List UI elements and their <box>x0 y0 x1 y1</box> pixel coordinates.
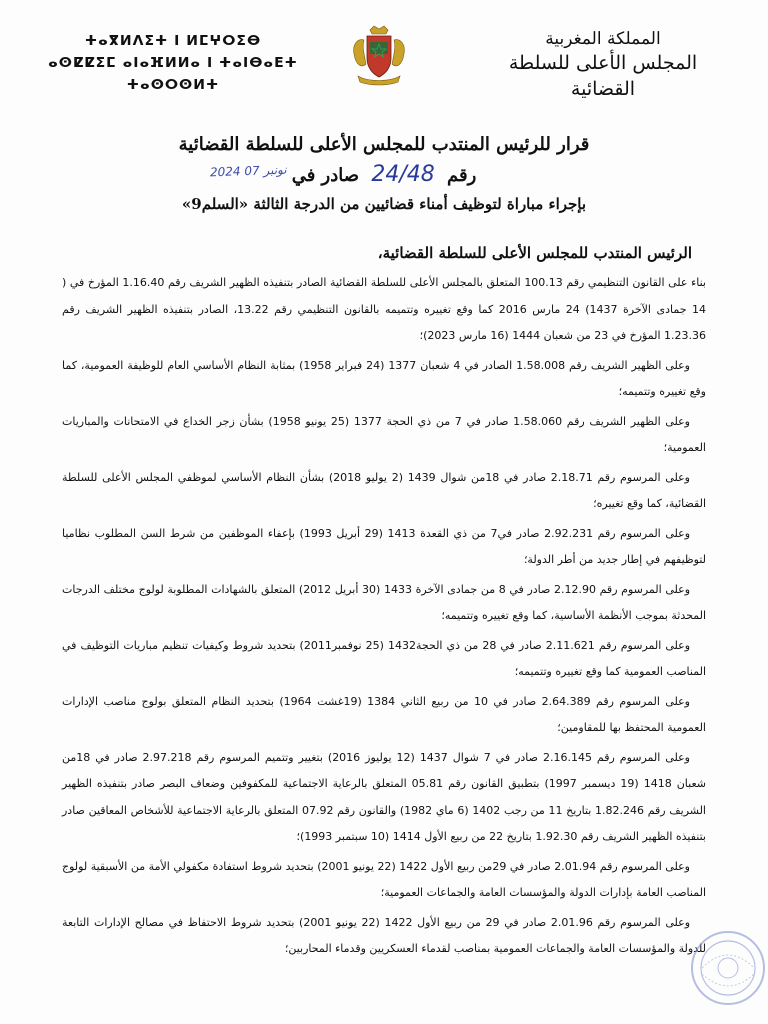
institution-header-arabic <box>478 28 728 102</box>
legal-basis-paragraph: وعلى المرسوم رقم 2.01.96 صادر في 29 من ربيع الأول 1422 (22 يونيو 2001) بتحديد شروط الاحتفاظ في مصالح الإدارات التابعة للدولة والمؤسسات العامة والجماعات العمومية بمناصب لقدماء العسكريين وقدماء المحاربين؛ <box>62 915 706 955</box>
council-name-tifinagh: ⴰⵙⵇⵇⵉⵎ ⴰⵏⴰⴼⵍⵍⴰ ⵏ ⵜⴰⵏⴱⴰⴹⵜ ⵜⴰⵙⵔⵙⵍⵜ <box>48 55 298 93</box>
document-body <box>62 240 706 966</box>
council-name: المجلس الأعلى للسلطة القضائية <box>508 52 698 100</box>
legal-basis-paragraph: وعلى المرسوم رقم 2.12.90 صادر في 8 من جمادى الآخرة 1433 (30 أبريل 2012) المتعلق بالشهادات المطلوبة لولوج مختلف الدرجات المحدثة بموجب الأنظمة الأساسية، كما وقع تغييره وتتميمه؛ <box>62 582 706 622</box>
kingdom-name-tifinagh: ⵜⴰⴳⵍⴷⵉⵜ ⵏ ⵍⵎⵖⵔⵉⴱ <box>84 33 262 49</box>
legal-basis-paragraph: وعلى المرسوم رقم 2.01.94 صادر في 29من ربيع الأول 1422 (22 يونيو 2001) بتحديد شروط استفادة مكفولي الأمة من الأسبقية لولوج المناصب العامة بإدارات الدولة والمؤسسات العامة والجماعات العمومية؛ <box>62 859 706 899</box>
coat-of-arms-icon <box>350 24 408 86</box>
decision-number-row <box>60 158 708 192</box>
legal-basis-paragraph: وعلى المرسوم رقم 2.18.71 صادر في 18من شوال 1439 (2 يوليو 2018) بشأن النظام الأساسي لموظفي المجلس الأعلى للسلطة القضائية، كما وقع تغييره؛ <box>62 470 706 510</box>
decision-number: 24/48 <box>371 162 435 187</box>
legal-basis-paragraph: وعلى المرسوم رقم 2.92.231 صادر في7 من ذي القعدة 1413 (29 أبريل 1993) بإعفاء الموظفين من شرط السن المطلوب نظاميا لتوظيفهم في إطار جديد من أطر الدولة؛ <box>62 526 706 566</box>
legal-basis-paragraph: وعلى الظهير الشريف رقم 1.58.008 الصادر في 4 شعبان 1377 (24 فبراير 1958) بمثابة النظام الأساسي العام للوظيفة العمومية، كما وقع تغييره وتتميمه؛ <box>62 358 706 398</box>
number-prefix: رقم <box>447 165 477 186</box>
legal-basis-paragraph: وعلى الظهير الشريف رقم 1.58.060 صادر في 7 من ذي الحجة 1377 (25 يونيو 1958) بشأن زجر الخداع في الامتحانات والمباريات العمومية؛ <box>62 414 706 454</box>
legal-basis-paragraph: بناء على القانون التنظيمي رقم 100.13 المتعلق بالمجلس الأعلى للسلطة القضائية الصادر بتنفيذه الظهير الشريف رقم 1.16.40 المؤرخ في ( 14 جمادى الآخرة 1437) 24 مارس 2016 كما وقع تغييره وتتميمه بالقانون التنظيمي رقم 13.22، الصادر بتنفيذه الظهير الشريف رقم 1.23.36 المؤرخ في 23 من شعبان 1444 (16 مارس 2023)؛ <box>62 276 706 342</box>
decision-subject: بإجراء مباراة لتوظيف أمناء قضائيين من الدرجة الثالثة «السلم9» <box>181 195 587 213</box>
issued-on-label: صادر في <box>291 165 360 186</box>
handwritten-date: 2024 نونبر 07 <box>209 162 287 180</box>
preamble-heading: الرئيس المنتدب للمجلس الأعلى للسلطة القضائية، <box>377 244 692 262</box>
legal-basis-paragraph: وعلى المرسوم رقم 2.11.621 صادر في 28 من ذي الحجة1432 (25 نوفمبر2011) بتحديد شروط وكيفيات تنظيم مباريات التوظيف في المناصب العمومية كما وقع تغييره وتتميمه؛ <box>62 638 706 678</box>
decision-title <box>60 132 708 216</box>
decision-title-line: قرار للرئيس المنتدب للمجلس الأعلى للسلطة القضائية <box>178 134 590 155</box>
institution-header-tifinagh <box>28 30 318 96</box>
legal-basis-paragraph: وعلى المرسوم رقم 2.64.389 صادر في 10 من ربيع الثاني 1384 (19غشت 1964) بتحديد النظام المتعلق بولوج مناصب الإدارات العمومية المحتفظ بها للمقاومين؛ <box>62 694 706 734</box>
official-stamp-icon <box>688 928 768 1008</box>
kingdom-name: المملكة المغربية <box>545 29 661 49</box>
legal-basis-paragraph: وعلى المرسوم رقم 2.16.145 صادر في 7 شوال 1437 (12 يوليوز 2016) بتغيير وتتميم المرسوم رقم 2.97.218 صادر في 18من شعبان 1418 (19 ديسمبر 1997) بتطبيق القانون رقم 05.81 المتعلق بالرعاية الاجتماعية للمكفوفين وضعاف البصر صادر بتنفيذه الظهير الشريف رقم 1.82.246 بتاريخ 11 من رجب 1402 (6 ماي 1982) والقانون رقم 07.92 المتعلق بالرعاية الاجتماعية للأشخاص المعاقين صادر بتنفيذه الظهير الشريف رقم 1.92.30 بتاريخ 22 من ربيع الأول 1414 (10 سبتمبر 1993)؛ <box>62 750 706 843</box>
